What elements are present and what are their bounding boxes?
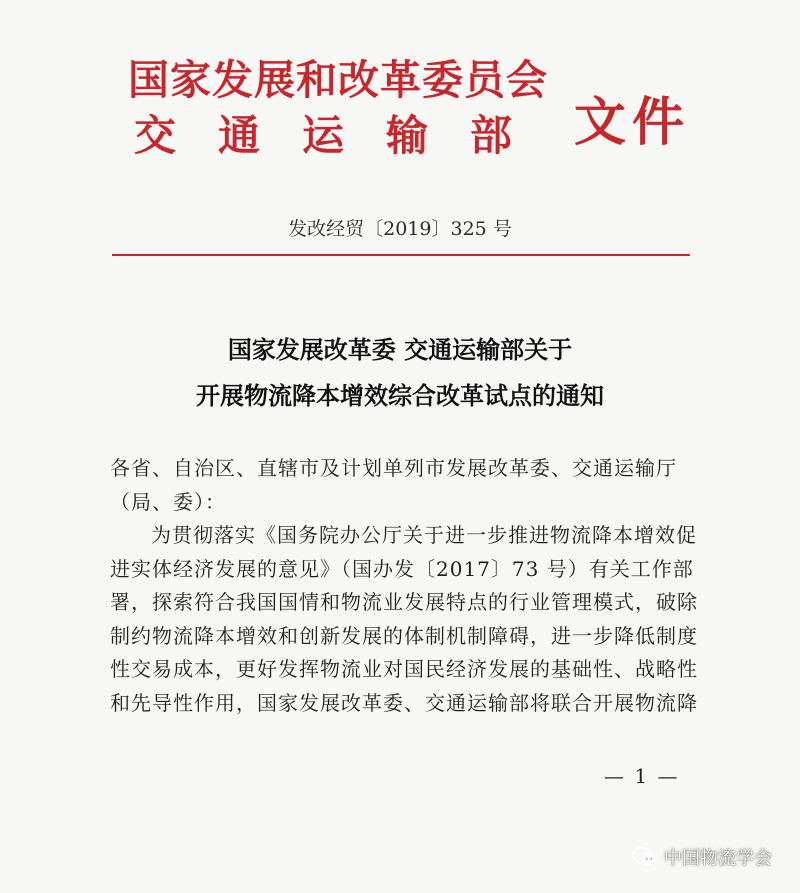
title-line-1: 国家发展改革委 交通运输部关于 xyxy=(227,335,573,364)
body-line: 和先导性作用，国家发展改革委、交通运输部将联合开展物流降 xyxy=(110,690,698,715)
body-line: （局、委）： xyxy=(110,489,226,514)
source-watermark xyxy=(632,844,772,870)
body-line: 制约物流降本增效和创新发展的体制机制障碍，进一步降低制度 xyxy=(110,623,698,648)
issuer-line-2: 交通运输部 xyxy=(134,111,555,160)
body-line: 进实体经济发展的意见》（国办发〔2017〕73 号）有关工作部 xyxy=(110,556,694,581)
body-text xyxy=(110,452,710,720)
document-label: 文件 xyxy=(574,92,691,153)
wechat-icon xyxy=(632,846,658,868)
document-number: 发改经贸〔2019〕325 号 xyxy=(288,218,512,240)
issuer-block xyxy=(128,52,598,164)
title-line-2: 开展物流降本增效综合改革试点的通知 xyxy=(196,381,604,410)
page-number: — 1 — xyxy=(604,764,680,788)
body-line: 各省、自治区、直辖市及计划单列市发展改革委、交通运输厅 xyxy=(110,456,677,480)
body-line: 性交易成本，更好发挥物流业对国民经济发展的基础性、战略性 xyxy=(110,657,698,681)
body-line: 为贯彻落实《国务院办公厅关于进一步推进物流降本增效促 xyxy=(151,523,697,547)
watermark-text: 中国物流学会 xyxy=(664,848,772,869)
red-divider xyxy=(112,254,690,256)
body-line: 署，探索符合我国国情和物流业发展特点的行业管理模式，破除 xyxy=(110,590,698,614)
issuer-line-1: 国家发展和改革委员会 xyxy=(128,56,548,104)
